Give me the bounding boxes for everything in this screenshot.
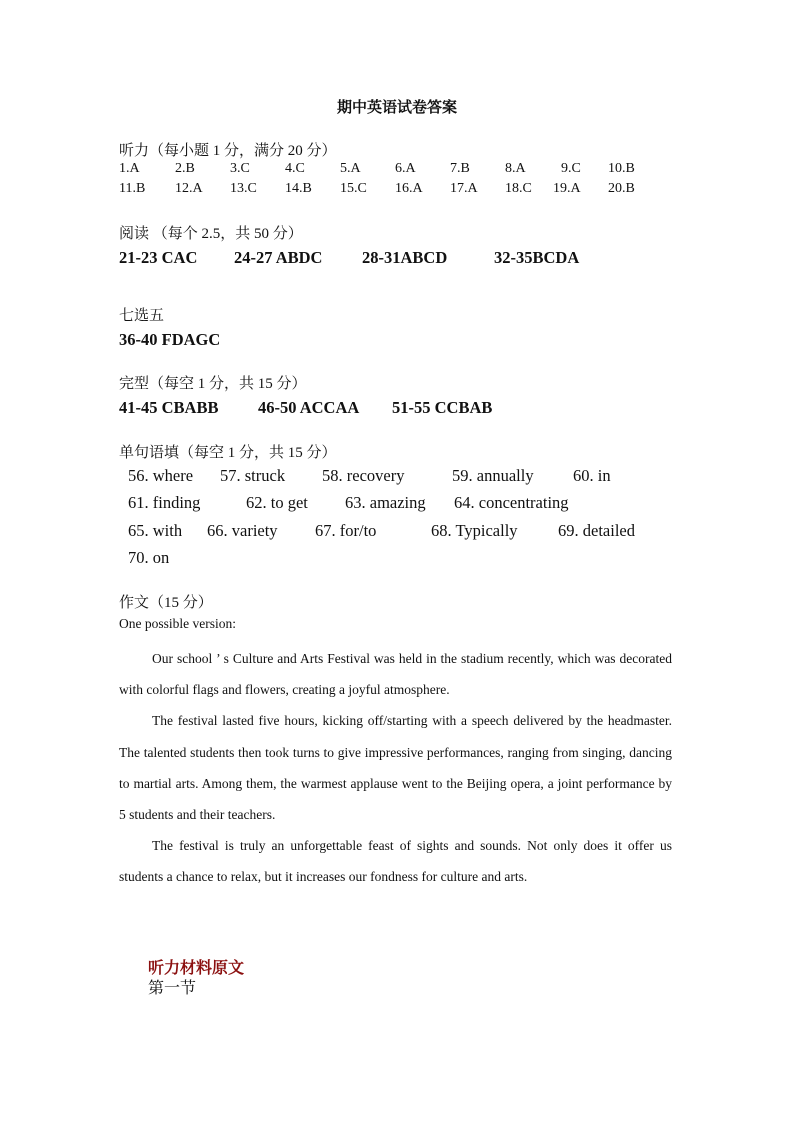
answer-item: 36-40 FDAGC — [119, 330, 221, 349]
answer-item: 41-45 CBABB — [119, 398, 219, 417]
cloze-heading: 完型（每空 1 分，共 15 分） — [119, 376, 307, 392]
answer-item: 1.A — [119, 161, 140, 176]
answer-item: 12.A — [175, 181, 203, 196]
transcript-heading: 听力材料原文 — [148, 960, 245, 977]
answer-item: 28-31ABCD — [362, 248, 448, 267]
answer-item: 61. finding — [128, 493, 201, 512]
writing-intro: One possible version: — [119, 616, 236, 631]
answer-item: 58. recovery — [322, 466, 405, 485]
essay-paragraph: The festival lasted five hours, kicking off/starting with a speech delivered by the headmaster. The talented students then took turns to give impressive performances, ranging from singing, dancing to martial arts. Among them, the warmest applause went to the Beijing opera, a joint performance by 5 students and their teachers. — [119, 713, 672, 823]
answer-item: 4.C — [285, 161, 305, 176]
answer-item: 7.B — [450, 161, 470, 176]
answer-item: 10.B — [608, 161, 635, 176]
writing-heading: 作文（15 分） — [119, 595, 213, 611]
answer-item: 70. on — [128, 548, 170, 567]
answer-item: 19.A — [553, 181, 581, 196]
answer-item: 65. with — [128, 521, 183, 540]
answer-item: 56. where — [128, 466, 194, 485]
listening-heading: 听力（每小题 1 分，满分 20 分） — [119, 143, 337, 159]
answer-item: 60. in — [573, 466, 611, 485]
answer-item: 64. concentrating — [454, 493, 569, 512]
answer-item: 21-23 CAC — [119, 248, 198, 267]
answer-item: 5.A — [340, 161, 361, 176]
essay-paragraph: Our school ’ s Culture and Arts Festival was held in the stadium recently, which was decorated with colorful flags and flowers, creating a joyful atmosphere. — [119, 651, 672, 698]
answer-item: 59. annually — [452, 466, 534, 485]
answer-item: 62. to get — [246, 493, 308, 512]
transcript-section-label: 第一节 — [148, 980, 197, 997]
answer-item: 15.C — [340, 181, 367, 196]
answer-item: 51-55 CCBAB — [392, 398, 493, 417]
answer-item: 46-50 ACCAA — [258, 398, 360, 417]
answer-item: 13.C — [230, 181, 257, 196]
answer-item: 11.B — [119, 181, 146, 196]
essay-paragraph: The festival is truly an unforgettable feast of sights and sounds. Not only does it offer us students a chance to relax, but it increases our fondness for culture and arts. — [119, 838, 672, 885]
essay-body — [119, 643, 672, 893]
answer-item: 17.A — [450, 181, 478, 196]
answer-item: 3.C — [230, 161, 250, 176]
answer-item: 9.C — [561, 161, 581, 176]
grammar-fill-heading: 单句语填（每空 1 分，共 15 分） — [119, 445, 337, 461]
answer-item: 24-27 ABDC — [234, 248, 323, 267]
answer-item: 14.B — [285, 181, 312, 196]
answer-item: 18.C — [505, 181, 532, 196]
answer-item: 69. detailed — [558, 521, 635, 540]
answer-item: 63. amazing — [345, 493, 426, 512]
seven-choose-five-heading: 七选五 — [119, 308, 165, 324]
answer-item: 32-35BCDA — [494, 248, 580, 267]
answer-item: 67. for/to — [315, 521, 377, 540]
answer-item: 20.B — [608, 181, 635, 196]
answer-item: 57. struck — [220, 466, 286, 485]
answer-item: 16.A — [395, 181, 423, 196]
answer-item: 68. Typically — [431, 521, 518, 540]
reading-heading: 阅读 （每个 2.5，共 50 分） — [119, 226, 303, 242]
answer-item: 6.A — [395, 161, 416, 176]
answer-item: 2.B — [175, 161, 195, 176]
answer-item: 66. variety — [207, 521, 278, 540]
page-title: 期中英语试卷答案 — [336, 100, 457, 116]
answer-item: 8.A — [505, 161, 526, 176]
